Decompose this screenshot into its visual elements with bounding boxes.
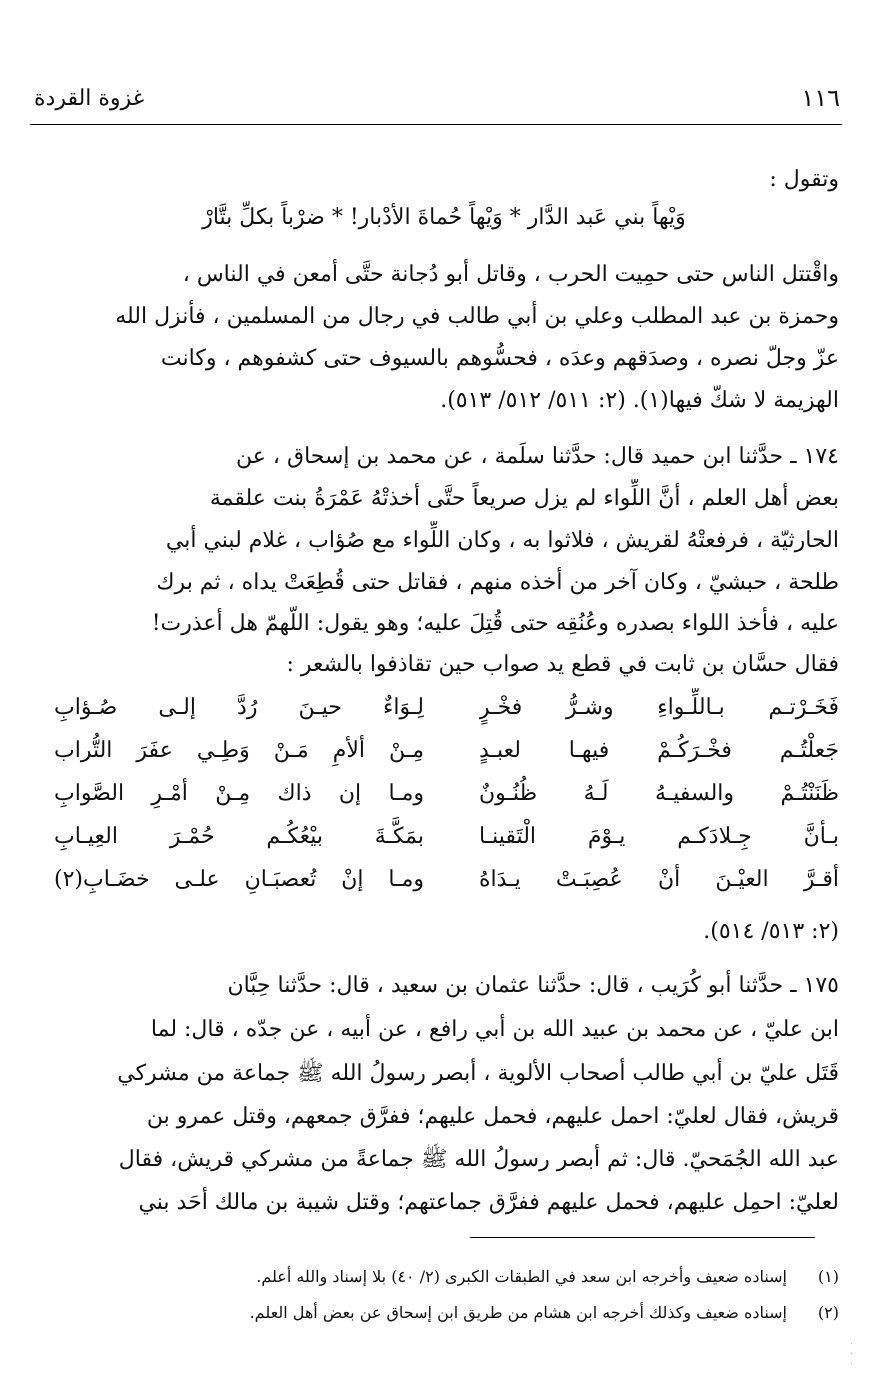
citation: (٢: ٥١٣/ ٥١٤). [703,919,839,944]
footnote [49,1262,839,1294]
body-line: عبد الله الجُمَحيّ. قال: ثم أبصر رسولُ الله ﷺ جماعةً من مشركي قريش، فقال [118,1147,839,1172]
poem-first-hemistich: جَعلْتُـم فخْـرَكُـمْ فيهـا لعبـدٍ [479,738,839,763]
body-line: ١٧٤ ـ حدَّثنا ابن حميد قال: حدَّثنا سلَمة ، عن محمد بن إسحاق ، عن [236,444,839,469]
body-line: واقْتتل الناس حتى حمِيت الحرب ، وقاتل أبو دُجانة حتَّى أمعن في الناس ، [182,262,839,287]
page-number: ١١٦ [801,84,840,112]
poem-second-hemistich: بمَكَّـةَ بيْعُكُـم حُمْـرَ العِيـابِ [54,824,424,849]
body-line: قَتَل عليّ بن أبي طالب أصحاب الألوية ، أبصر رسولُ الله ﷺ جماعة من مشركي [117,1061,839,1086]
body-line: بعض أهل العلم ، أنَّ اللِّواء لم يزل صريعاً حتَّى أخذتْهُ عَمْرَةُ بنت علقمة [209,486,839,511]
body-line: الحارثيّة ، فرفعتْهُ لقريش ، فلاثوا به ، وكان اللِّواء مع صُؤاب ، غلام لبني أبي [165,528,839,553]
poem-first-hemistich: ظَنَنْتُـمْ والسفيـهُ لَـهُ ظُنُـونٌ [479,781,839,806]
footnote-number: (١) [817,1267,839,1286]
body-line: الهزيمة لا شكّ فيها(١). (٢: ٥١١/ ٥١٢/ ٥١٣). [440,388,839,413]
footnote-separator [470,1237,815,1238]
poem-second-hemistich: ومـا إنْ تُعصبَـانِ علـى خضَـابِ(٢) [54,867,424,892]
running-title: غزوة القردة [34,86,145,111]
poem-second-hemistich: ومـا إن ذاك مِـنْ أمْـرِ الصَّوابِ [54,781,424,806]
body-line: فقال حسَّان بن ثابت في قطع يد صواب حين تقاذفوا بالشعر : [286,652,839,677]
rajaz-verse: وَيْهاً بني عَبد الدَّار * وَيْهاً حُماةَ الأدْبار! * ضرْباً بكلِّ بتَّارْ [202,205,686,230]
body-line: عزّ وجلّ نصره ، وصدَقهم وعدَه ، فحسُّوهم بالسيوف حتى كشفوهم ، وكانت [160,346,839,371]
body-line: طلحة ، حبشيّ ، وكان آخر من أخذه منهم ، فقاتل حتى قُطِعَتْ يداه ، ثم برك [156,570,839,595]
footnote [49,1298,839,1330]
body-line: ابن عليّ ، عن محمد بن عبيد الله بن أبي رافع ، عن أبيه ، عن جدّه ، قال: لما [150,1017,839,1042]
footnote-text: إسناده ضعيف وكذلك أخرجه ابن هشام من طريق ابن إسحاق عن بعض أهل العلم. [249,1303,787,1322]
page-header [30,84,842,125]
scan-speck: · · · [850,1339,854,1370]
body-line: لعليّ: احمِل عليهم، فحمل عليهم ففرَّق جماعتهم؛ وقتل شيبة بن مالك أحَد بني [138,1190,839,1215]
poem-second-hemistich: لِـوَاءٌ حيـنَ رُدَّ إلـى صُـؤابِ [54,695,424,720]
body-line: ١٧٥ ـ حدَّثنا أبو كُرَيب ، قال: حدَّثنا عثمان بن سعيد ، قال: حدَّثنا حِبَّان [227,973,839,998]
poem-first-hemistich: أقـرَّ العيْـنَ أنْ عُصِبَـتْ يـدَاهُ [479,867,839,892]
poem-second-hemistich: مِـنْ ألأمِ مَـنْ وَطِـي عفَرَ التُّراب [54,738,424,763]
body-line: عليه ، فأخذ اللواء بصدره وعُنُقِه حتى قُتِلَ عليه؛ وهو يقول: اللّهمّ هل أعذرت! [151,611,839,636]
poem-first-hemistich: فَخَـرْتـم بـاللِّـواءِ وشـرُّ فخْـرٍ [479,695,839,720]
body-line: قريش، فقال لعليّ: احمل عليهم، فحمل عليهم؛ ففرَّق جمعهم، وقتل عمرو بن [146,1104,839,1129]
footnote-number: (٢) [817,1303,839,1322]
body-line: وتقول : [769,167,839,192]
body-line: وحمزة بن عبد المطلب وعلي بن أبي طالب في رجال من المسلمين ، فأنزل الله [115,304,839,329]
footnote-text: إسناده ضعيف وأخرجه ابن سعد في الطبقات الكبرى (٢/ ٤٠) بلا إسناد والله أعلم. [256,1267,787,1286]
poem-first-hemistich: بـأنَّ جِـلادَكـم يـوْمَ الْتَقينـا [479,824,839,849]
